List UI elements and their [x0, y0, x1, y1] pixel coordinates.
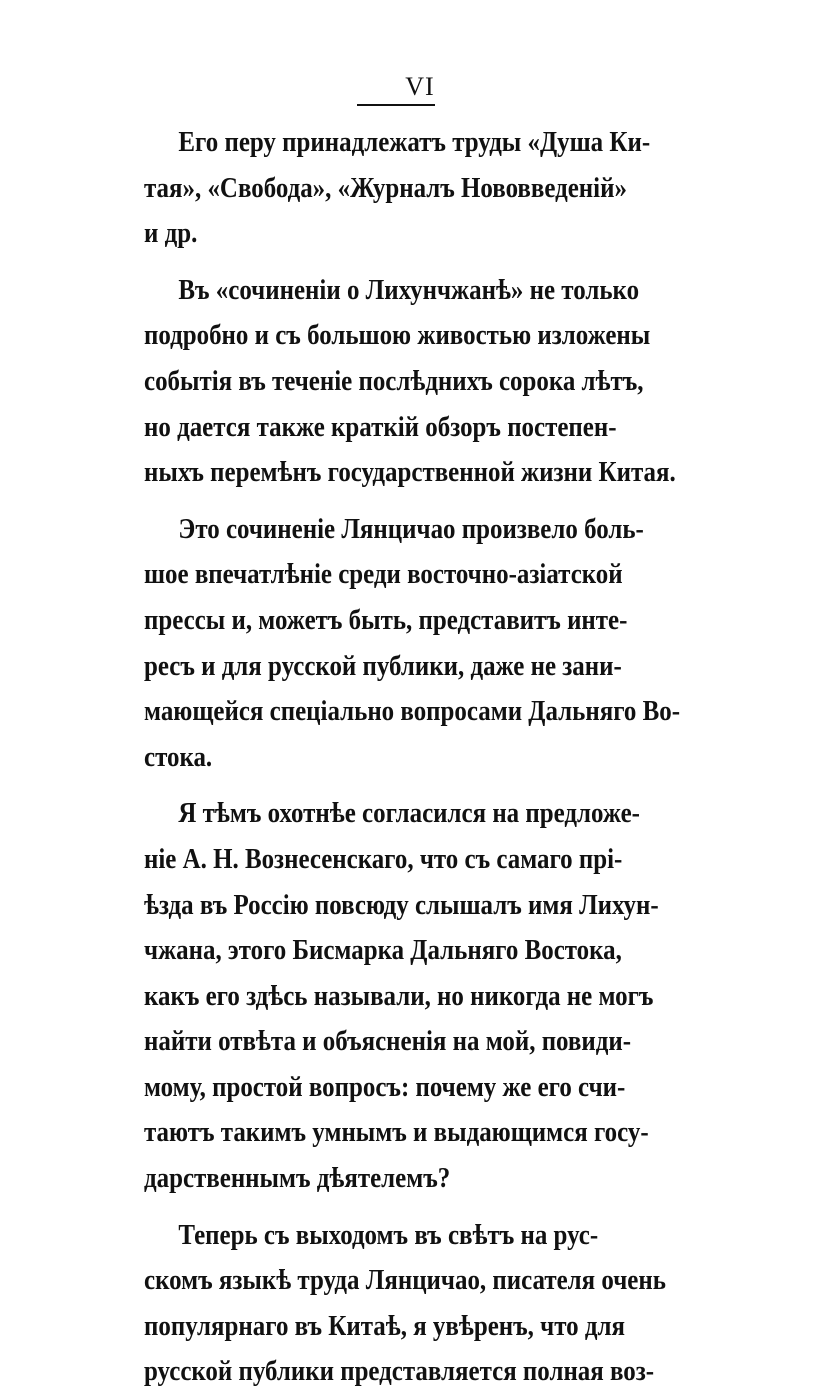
- text-line: стока.: [144, 740, 213, 773]
- text-line: мающейся спеціально вопросами Дальняго Во-: [144, 695, 681, 728]
- text-line: мому, простой вопросъ: почему же его счи-: [144, 1070, 626, 1103]
- text-line: ніе А. Н. Вознесенскаго, что съ самаго прі-: [144, 842, 623, 875]
- text-line: Теперь съ выходомъ въ свѣтъ на рус-: [178, 1218, 599, 1251]
- text-line: какъ его здѣсь называли, но никогда не могъ: [144, 979, 654, 1012]
- paragraph-4: [144, 791, 659, 1201]
- text-line: событія въ теченіе послѣднихъ сорока лѣтъ,: [144, 364, 644, 397]
- paragraph-2: [144, 268, 676, 496]
- text-line: таютъ такимъ умнымъ и выдающимся госу-: [144, 1116, 649, 1149]
- page-number: VI: [405, 72, 435, 101]
- text-line: популярнаго въ Китаѣ, я увѣренъ, что для: [144, 1309, 625, 1342]
- text-line: Его перу принадлежатъ труды «Душа Ки-: [178, 126, 651, 158]
- text-line: чжана, этого Бисмарка Дальняго Востока,: [144, 934, 622, 967]
- text-line: Я тѣмъ охотнѣе согласился на предложе-: [178, 797, 640, 830]
- text-line: но дается также краткій обзоръ постепен-: [144, 410, 617, 443]
- body-text: [144, 120, 681, 1395]
- paragraph-1: [144, 120, 651, 257]
- text-line: ѣзда въ Россію повсюду слышалъ имя Лихун-: [144, 888, 659, 921]
- header-rule: [357, 104, 435, 106]
- text-line: дарственнымъ дѣятелемъ?: [144, 1162, 451, 1195]
- paragraph-5: [144, 1213, 666, 1395]
- text-line: найти отвѣта и объясненія на мой, повиди-: [144, 1025, 632, 1058]
- text-line: шое впечатлѣніе среди восточно-азіатской: [144, 558, 623, 591]
- text-line: Въ «сочиненіи о Лихунчжанѣ» не только: [178, 273, 640, 306]
- text-line: ныхъ перемѣнъ государственной жизни Китая.: [144, 456, 676, 489]
- text-line: русской публики представляется полная воз-: [144, 1355, 655, 1388]
- text-line: тая», «Свобода», «Журналъ Нововведеній»: [144, 171, 627, 204]
- text-line: прессы и, можетъ быть, представитъ инте-: [144, 603, 628, 636]
- text-line: ресъ и для русской публики, даже не зани-: [144, 649, 622, 682]
- text-line: и др.: [144, 217, 198, 250]
- text-line: скомъ языкѣ труда Лянцичао, писателя очень: [144, 1264, 666, 1297]
- text-line: подробно и съ большою живостью изложены: [144, 319, 651, 352]
- text-line: Это сочиненіе Лянцичао произвело боль-: [178, 512, 644, 545]
- paragraph-3: [144, 507, 681, 781]
